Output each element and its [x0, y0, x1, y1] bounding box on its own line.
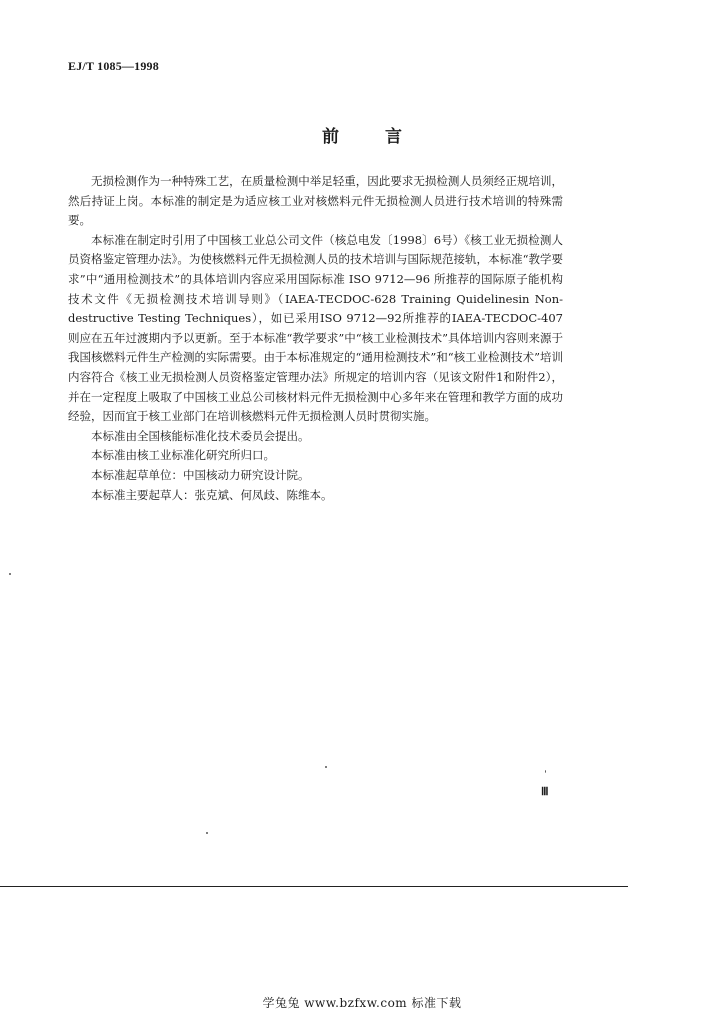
scan-speck: [545, 770, 546, 773]
foreword-body: [68, 172, 563, 505]
page-title: 前 言: [322, 127, 422, 147]
paragraph-purpose: 无损检测作为一种特殊工艺，在质量检测中举足轻重，因此要求无损检测人员须经正规培训，然后持证上岗。本标准的制定是为适应核工业对核燃料元件无损检测人员进行技术培训的特殊需要。: [68, 174, 563, 228]
standard-code: EJ/T 1085—1998: [68, 59, 159, 73]
bottom-divider: [0, 886, 628, 887]
page-number: Ⅲ: [541, 786, 549, 798]
paragraph-drafters: 本标准主要起草人：张克斌、何凤歧、陈维本。: [91, 487, 333, 502]
footer-watermark: 学兔兔 www.bzfxw.com 标准下载: [262, 996, 462, 1010]
paragraph-references: 本标准在制定时引用了中国核工业总公司文件（核总电发〔1998〕6号）《核工业无损检测人员资格鉴定管理办法》。为使核燃料元件无损检测人员的技术培训与国际规范接轨，本标准“教学要求”中“通用检测技术”的具体培训内容应采用国际标准 ISO 9712—96 所推荐的国际原子能机构技术文件《无损检测技术培训导则》（IAEA-TECDOC-628 Training Quidelinesin Non-destructive Testing Techniques），如已采用ISO 9712—92所推荐的IAEA-TECDOC-407 则应在五年过渡期内予以更新。至于本标准“教学要求”中“核工业检测技术”具体培训内容则来源于我国核燃料元件生产检测的实际需要。由于本标准规定的“通用检测技术”和“核工业检测技术”培训内容符合《核工业无损检测人员资格鉴定管理办法》所规定的培训内容（见该文附件1和附件2），并在一定程度上吸取了中国核工业总公司核材料元件无损检测中心多年来在管理和教学方面的成功经验，因而宜于核工业部门在培训核燃料元件无损检测人员时贯彻实施。: [68, 232, 564, 424]
scan-speck: [206, 832, 208, 834]
scan-speck: [325, 766, 327, 768]
paragraph-administrator: 本标准由核工业标准化研究所归口。: [91, 448, 275, 463]
scan-speck: [9, 573, 11, 575]
paragraph-drafting-unit: 本标准起草单位：中国核动力研究设计院。: [91, 467, 310, 482]
paragraph-proposer: 本标准由全国核能标准化技术委员会提出。: [91, 428, 310, 443]
